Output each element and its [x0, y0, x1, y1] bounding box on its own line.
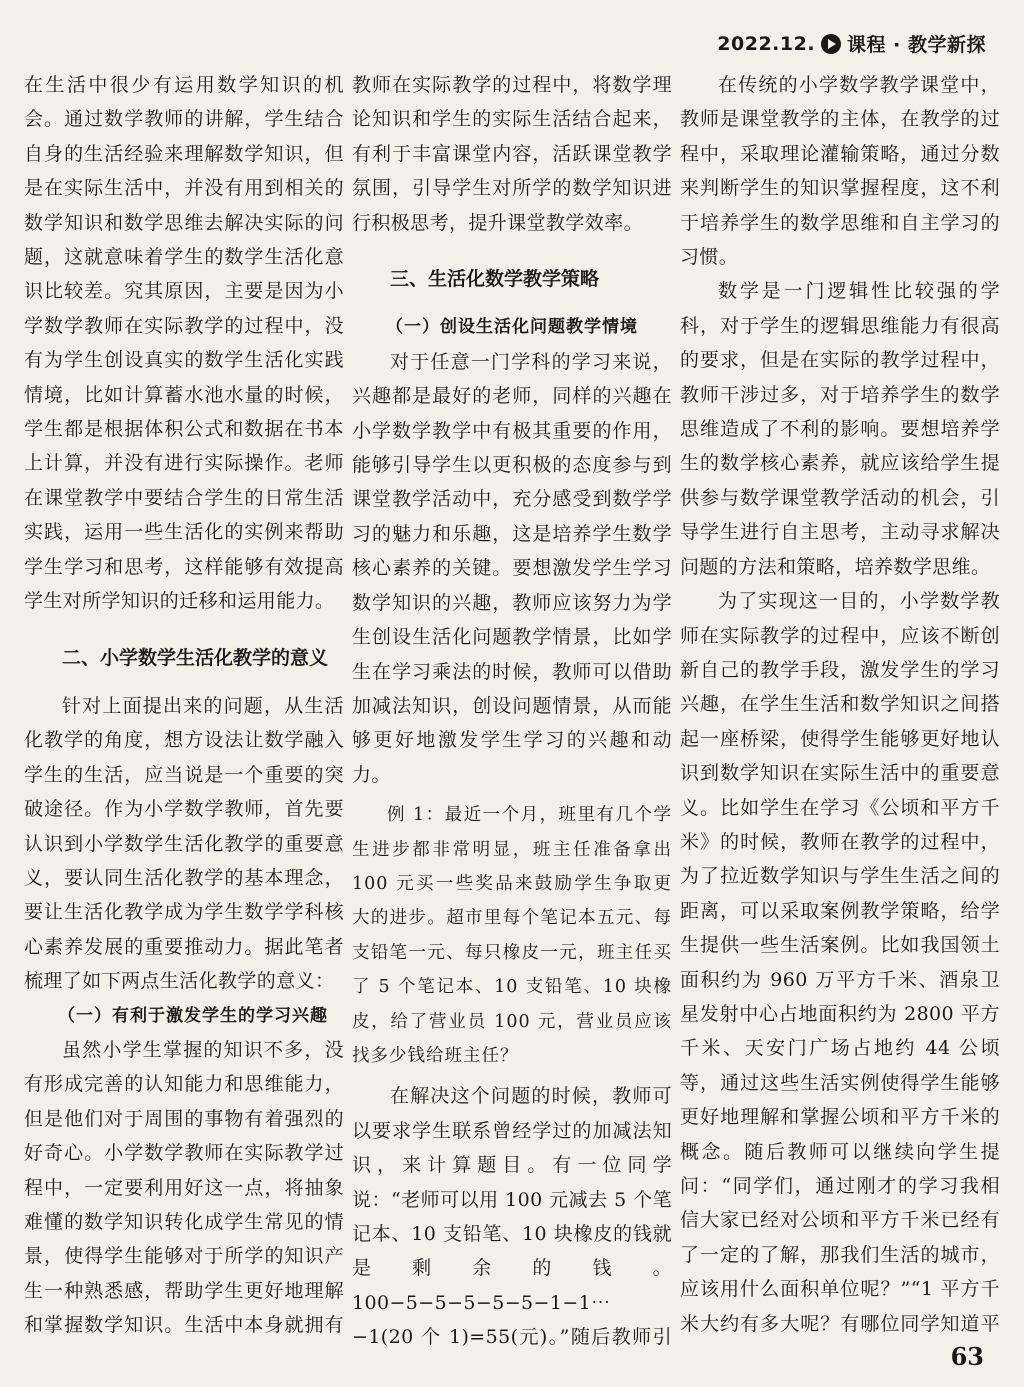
play-circle-icon [821, 34, 841, 54]
paragraph: 在解决这个问题的时候，教师可以要求学生联系曾经学过的加减法知识，来计算题目。有一位同学说：“老师可以用 100 元减去 5 个笔记本、10 支铅笔、10 块橡皮的钱就是剩余的钱。100−5−5−5−5−5−1−1⋯−1(20 个 1)=55(元)。”随后教师引 [352, 1085, 672, 1348]
paragraph: 针对上面提出来的问题，从生活化教学的角度，想方设法让数学融入学生的生活，应当说是一个重要的突破途径。作为小学数学教师，首先要认识到小学数学生活化教学的重要意义，要认同生活化教学的基本理念，要让生活化教学成为学生数学学科核心素养发展的重要推动力。据此笔者梳理了如下两点生活化教学的意义： [24, 694, 344, 993]
section-heading: 三、生活化数学教学策略 [390, 268, 600, 291]
paragraph: 在生活中很少有运用数学知识的机会。通过数学教师的讲解，学生结合自身的生活经验来理解数学知识，但是在实际生活中，并没有用到相关的数学知识和数学思维去解决实际的问题，这就意味着学生的数学生活化意识比较差。究其原因，主要是因为小学数学教师在实际教学的过程中，没有为学生创设真实的数学生活化实践情境，比如计算蓄水池水量的时候，学生都是根据体积公式和数据在书本上计算，并没有进行实际操作。老师在课堂教学中要结合学生的日常生活实践，运用一些生活化的实例来帮助学生学习和思考，这样能够有效提高学生对所学知识的迁移和运用能力。 [24, 74, 344, 613]
running-header [717, 30, 986, 57]
paragraph: 教师在实际教学的过程中，将数学理论知识和学生的实际生活结合起来，有利于丰富课堂内容，活跃课堂教学氛围，引导学生对所学的数学知识进行积极思考，提升课堂教学效率。 [352, 74, 672, 234]
column-right [680, 68, 1000, 1348]
article-body [24, 68, 1000, 1348]
column-left [24, 68, 344, 1348]
issue-date: 2022.12. [717, 32, 816, 55]
paragraph: 在传统的小学数学教学课堂中，教师是课堂教学的主体，在教学的过程中，采取理论灌输策略，通过分数来判断学生的知识掌握程度，这不利于培养学生的数学思维和自主学习的习惯。 [680, 74, 1000, 269]
section-heading: 二、小学数学生活化教学的意义 [62, 646, 329, 669]
paragraph: 虽然小学生掌握的知识不多，没有形成完善的认知能力和思维能力，但是他们对于周围的事物有着强烈的好奇心。小学数学教师在实际教学过程中，一定要利用好这一点，将抽象难懂的数学知识转化成学生常见的情景，使得学生能够对于所学的知识产生一种熟悉感，帮助学生更好地理解和掌握数学知识。生活中本身就拥有 [24, 1038, 344, 1337]
paragraph: 为了实现这一目的，小学数学教师在实际教学的过程中，应该不断创新自己的教学手段，激发学生的学习兴趣，在学生生活和数学知识之间搭起一座桥梁，使得学生能够更好地认识到数学知识在实际生活中的重要意义。比如学生在学习《公顷和平方千米》的时候，教师在教学的过程中，为了拉近数学知识与学生生活之间的距离，可以采取案例教学策略，给学生提供一些生活案例。比如我国领土面积约为 960 万平方千米、酒泉卫星发射中心占地面积约为 2800 平方千米、天安门广场占地约 44 公顷等，通过这些生活实例使得学生能够更好地理解和掌握公顷和平方千米的概念。随后教师可以继续向学生提问：“同学们，通过刚才的学习我相信大家已经对公顷和平方千米已经有了一定的了解，那我们生活的城市，应该用什么面积单位呢？”“1 平方千米大约有多大呢？有哪位同学知道平 [680, 590, 1000, 1335]
subsection-heading: （一）有利于激发学生的学习兴趣 [58, 1005, 328, 1026]
column-middle [352, 68, 672, 1348]
journal-section: 课程 · 教学新探 [847, 34, 986, 56]
paragraph: 数学是一门逻辑性比较强的学科，对于学生的逻辑思维能力有很高的要求，但是在实际的教学过程中，教师干涉过多，对于培养学生的数学思维造成了不利的影响。要想培养学生的数学核心素养，就应该给学生提供参与数学课堂教学活动的机会，引导学生进行自主思考，主动寻求解决问题的方法和策略，培养数学思维。 [680, 280, 1000, 578]
subsection-heading: （一）创设生活化问题教学情境 [386, 317, 638, 338]
example-problem: 例 1：最近一个月，班里有几个学生进步都非常明显，班主任准备拿出 100 元买一些奖品来鼓励学生争取更大的进步。超市里每个笔记本五元、每支铅笔一元、每只橡皮一元，班主任买了 5 个笔记本、10 支铅笔、10 块橡皮，给了营业员 100 元，营业员应该找多少钱给班主任？ [352, 805, 672, 1066]
paragraph: 对于任意一门学科的学习来说，兴趣都是最好的老师，同样的兴趣在小学数学教学中有极其重要的作用，能够引导学生以更积极的态度参与到课堂教学活动中，充分感受到数学学习的魅力和乐趣，这是培养学生数学核心素养的关键。要想激发学生学习数学知识的兴趣，教师应该努力为学生创设生活化问题教学情景，比如学生在学习乘法的时候，教师可以借助加减法知识，创设问题情景，从而能够更好地激发学生学习的兴趣和动力。 [352, 350, 672, 786]
page-number: 63 [950, 1342, 984, 1371]
